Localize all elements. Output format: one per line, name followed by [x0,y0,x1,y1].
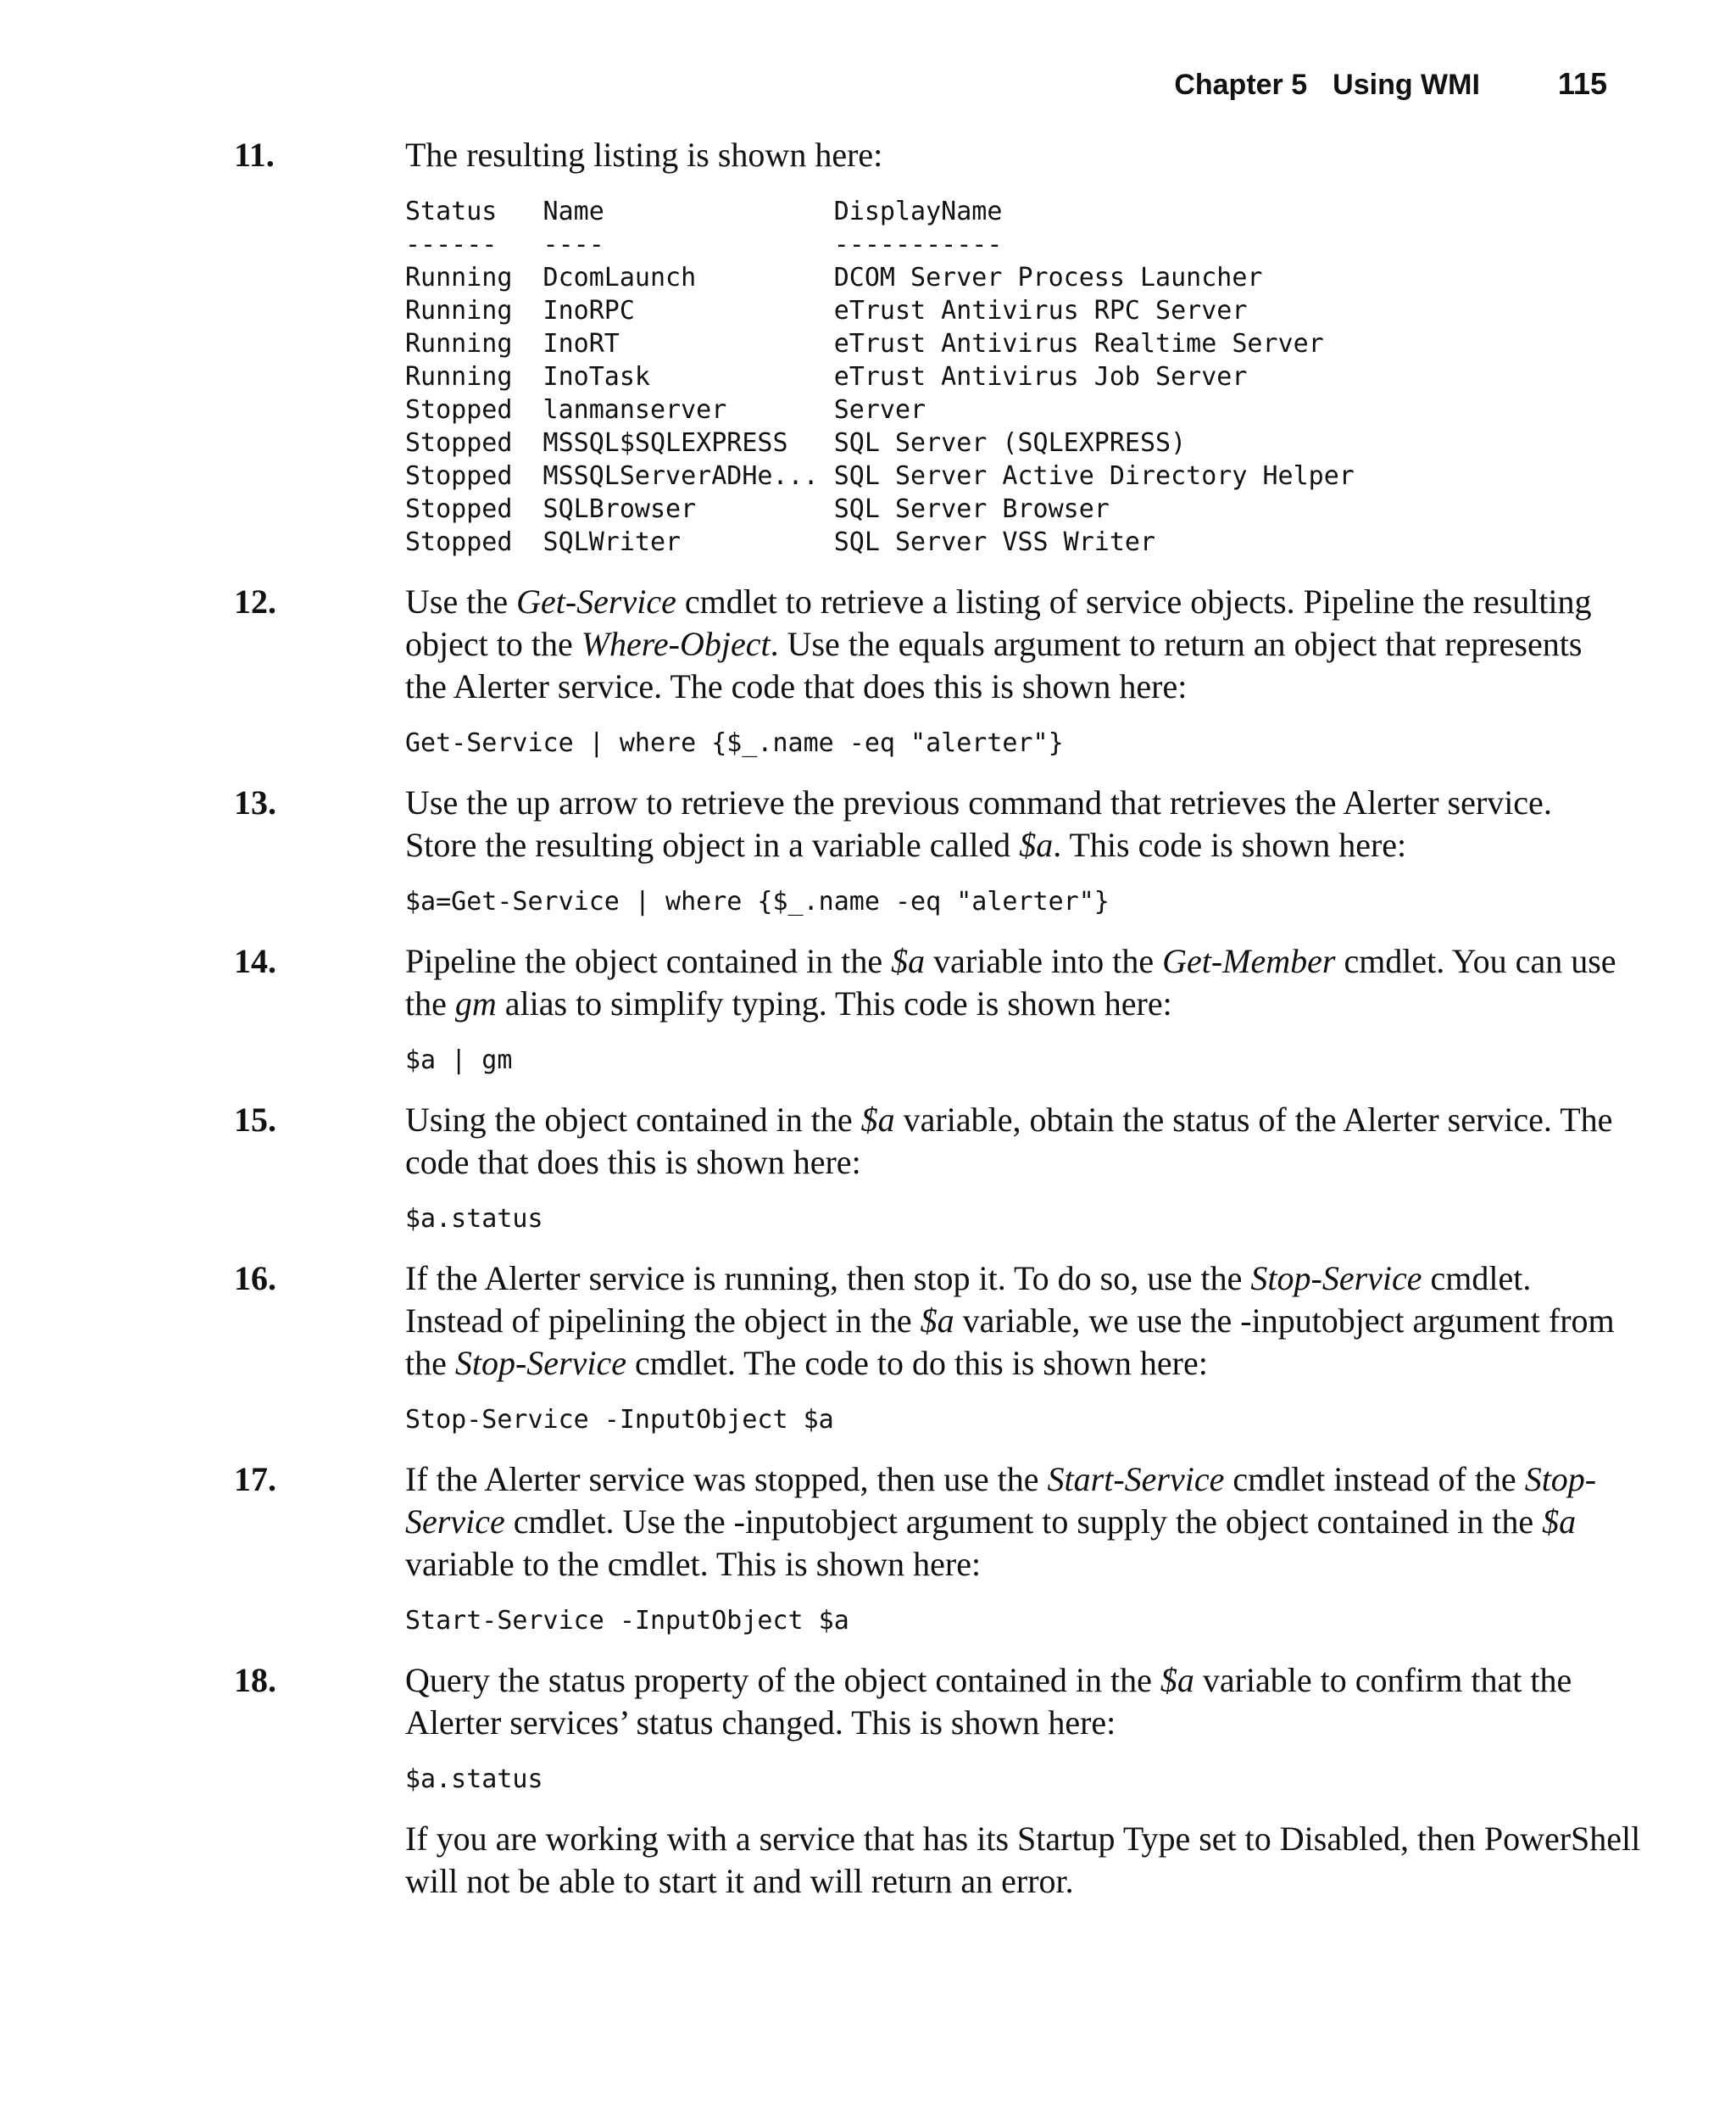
step-item [234,1257,1619,1436]
step-text-italic: Stop-Service [405,1460,1597,1541]
section-title: Using WMI [1333,69,1480,101]
step-text-run: Use the up arrow to retrieve the previous command that retrieves the Alerter service. Store the resulting object in a variable called [405,783,1552,864]
step-text-run: alias to simplify typing. This code is shown here: [496,984,1172,1023]
step-text-run: cmdlet instead of the [1224,1460,1525,1498]
step-text-run: The resulting listing is shown here: [405,136,883,174]
step-text-run: . This code is shown here: [1053,826,1407,864]
step-text-run: Query the status property of the object contained in the [405,1661,1160,1699]
step-item [234,581,1619,760]
step-text-run: Use the [405,582,517,621]
closing-note: If you are working with a service that has its Startup Type set to Disabled, then PowerShell will not be able to start it and will return an error. [405,1820,1641,1900]
step-text [405,1257,1619,1385]
code-block: Start-Service -InputObject $a [405,1606,849,1636]
code-block: Get-Service | where {$_.name -eq "alerter"} [405,728,1064,758]
step-text [405,581,1619,708]
step-item [234,940,1619,1077]
step-number: 17. [234,1460,276,1498]
step-number: 18. [234,1661,276,1699]
step-number: 12. [234,582,276,621]
step-text-italic: Get-Service [516,582,676,621]
step-text [405,1458,1619,1586]
step-text-run: . Use the equals argument to return an object that represents the Alerter service. The code that does this is shown here: [405,625,1583,705]
step-number: 13. [234,783,276,822]
step-text-italic: Get-Member [1162,942,1336,980]
step-text-run: variable to the cmdlet. This is shown here: [405,1545,982,1583]
step-text-italic: Stop-Service [454,1344,627,1382]
step-text-italic: Stop-Service [1250,1259,1422,1297]
step-text-run: cmdlet. The code to do this is shown here: [626,1344,1208,1382]
step-text [405,782,1619,867]
code-block: $a.status [405,1764,543,1794]
chapter-label: Chapter 5 [1174,69,1308,101]
step-text-run: variable, we use the -inputobject argument from the [405,1301,1615,1382]
step-text-italic: $a [891,942,926,980]
step-item [234,1099,1619,1235]
step-number: 14. [234,942,276,980]
step-item [234,134,1619,559]
step-text-italic: Start-Service [1047,1460,1225,1498]
step-text-italic: gm [454,984,497,1023]
step-text-run: cmdlet. Instead of pipelining the object in the [405,1259,1532,1340]
code-block: Stop-Service -InputObject $a [405,1405,834,1435]
step-text-italic: $a [1160,1661,1194,1699]
step-text-run: If the Alerter service is running, then stop it. To do so, use the [405,1259,1251,1297]
step-text-italic: $a [920,1301,954,1340]
step-text-run: If the Alerter service was stopped, then use the [405,1460,1048,1498]
code-block: $a=Get-Service | where {$_.name -eq "alerter"} [405,887,1110,917]
step-text-italic: $a [1019,826,1054,864]
step-text-run: cmdlet. Use the -inputobject argument to supply the object contained in the [504,1502,1543,1541]
step-number: 11. [234,136,275,174]
step-number: 16. [234,1259,276,1297]
step-text-run: Using the object contained in the [405,1101,861,1139]
step-text-italic: Where-Object [581,625,771,663]
code-block: Status Name DisplayName ------ ---- ----------- Running DcomLaunch DCOM Server Process Launcher Running InoRPC eTrust Antivirus RPC Server Running InoRT eTrust Antivirus Realtime Server Running InoTask eTrust Antivirus Job Server Stopped lanmanserver Server Stopped MSSQL$SQLEXPRESS SQL Server (SQLEXPRESS) Stopped MSSQLServerADHe... SQL Server Active Directory Helper Stopped SQLBrowser SQL Server Browser Stopped SQLWriter SQL Server VSS Writer [405,197,1355,557]
step-text [405,940,1619,1025]
step-text [405,1659,1619,1744]
page-number: 115 [1557,66,1607,101]
step-item [234,782,1619,918]
step-text-run: variable, obtain the status of the Alerter service. The code that does this is shown here: [405,1101,1613,1181]
step-text-run: Pipeline the object contained in the [405,942,892,980]
running-head [1174,66,1607,102]
step-text-italic: $a [1542,1502,1577,1541]
steps-list [234,134,1619,1796]
step-item [234,1659,1619,1796]
step-text-run: cmdlet to retrieve a listing of service objects. Pipeline the resulting object to the [405,582,1592,663]
code-block: $a | gm [405,1045,513,1075]
step-text [405,134,1619,176]
step-text-italic: $a [860,1101,895,1139]
step-text-run: variable to confirm that the Alerter services’ status changed. This is shown here: [405,1661,1572,1742]
step-number: 15. [234,1101,276,1139]
step-text-run: cmdlet. You can use the [405,942,1616,1023]
step-item [234,1458,1619,1637]
code-block: $a.status [405,1204,543,1234]
step-text-run: variable into the [925,942,1163,980]
step-text [405,1099,1619,1184]
